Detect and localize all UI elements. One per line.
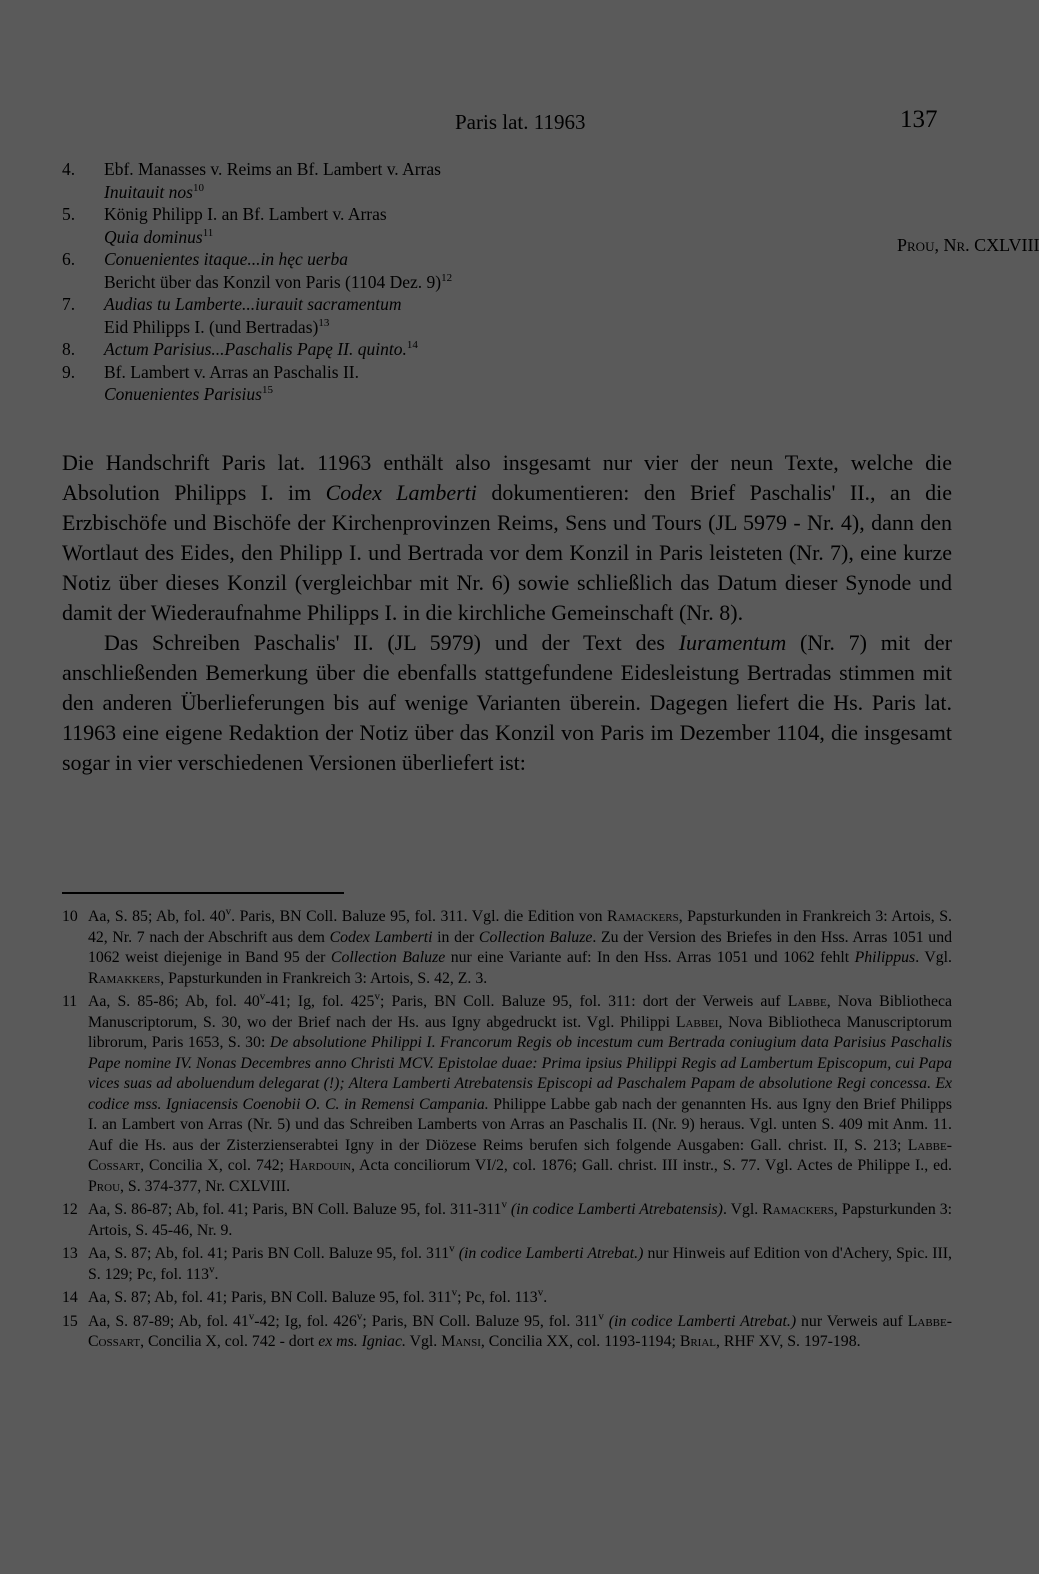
item-incipit: Audias tu Lamberte...iurauit sacramentum <box>104 294 402 314</box>
item-number: 6. <box>62 249 76 269</box>
item-title: Ebf. Manasses v. Reims an Bf. Lambert v. Arras <box>104 159 441 179</box>
footnote-12: 12 Aa, S. 86-87; Ab, fol. 41; Paris, BN Coll. Baluze 95, fol. 311-311$^v$ (in codice Lamberti Atrebatensis). Vgl. Ramackers, Papsturkunden 3: Artois, S. 45-46, Nr. 9. <box>62 1198 952 1239</box>
footnote-10: 10 Aa, S. 85; Ab, fol. 40$^v$. Paris, BN Coll. Baluze 95, fol. 311. Vgl. die Edition von Ramackers, Papsturkunden in Frankreich 3: Artois, S. 42, Nr. 7 nach der Abschrift aus dem Codex Lamberti in der Collection Baluze. Zu der Version des Briefes in den Hss. Arras 1051 und 1062 weist diejenige in Band 95 der Collection Baluze nur eine Variante auf: In den Hss. Arras 1051 und 1062 fehlt Philippus. Vgl. Ramakkers, Papsturkunden in Frankreich 3: Artois, S. 42, Z. 3. <box>62 905 953 987</box>
running-title: Paris lat. 11963 <box>455 110 586 134</box>
item-number: 5. <box>62 204 76 224</box>
footnote-11: 11 Aa, S. 85-86; Ab, fol. 40$^v$-41; Ig, fol. 425$^v$; Paris, BN Coll. Baluze 95, fol. 311: dort der Verweis auf Labbe, Nova Bibliotheca Manuscriptorum, S. 30, wo der Brief nach der Hs. aus Igny abgedruckt ist. Vgl. Philippi Labbei, Nova Bibliotheca Manuscriptorum librorum, Paris 1653, S. 30: De absolutione Philippi I. Francorum Regis ob incestum cum Bertrada coniugium data Parisius Paschalis Pape nomine IV. Nonas Decembres anno Christi MCV. Epistolae duae: Prima ipsius Philippi Regis ad Lambertum Episcopum, cui Papa vices suas ad aboluendum delegarat (!); Altera Lamberti Atrebatensis Episcopi ad Paschalem Papam de absolutione Regi concessa. Ex codice mss. Igniacensis Coenobii O. C. in Remensi Campania. Philippe Labbe gab nach der genannten Hs. aus Igny den Brief Philipps I. an Lambert von Arras (Nr. 5) und das Schreiben Lamberts von Arras an Paschalis II. (Nr. 9) heraus. Vgl. unten S. 409 mit Anm. 11. Auf die Hs. aus der Zisterzienserabtei Igny in der Diözese Reims berufen sich folgende Ausgaben: Gall. christ. II, S. 213; Labbe-Cossart, Concilia X, col. 742; Hardouin, Acta conciliorum VI/2, col. 1876; Gall. christ. III instr., S. 77. Vgl. Actes de Philippe I., ed. Prou, S. 374-377, Nr. CXLVIII. <box>62 990 952 1195</box>
item-number: 9. <box>62 361 76 382</box>
footnotes <box>62 907 952 1356</box>
footnote-number: 10 <box>62 908 78 925</box>
item-title: Eid Philipps I. (und Bertradas)$^{13}$ <box>104 316 330 337</box>
footnote-number: 14 <box>62 1289 78 1306</box>
item-incipit: Inuitauit nos$^{10}$ <box>104 181 204 202</box>
list-item <box>62 361 952 406</box>
list-item <box>62 293 952 338</box>
edition-reference: Prou, Nr. CXLVIII <box>897 235 1039 255</box>
footnote-14: 14 Aa, S. 87; Ab, fol. 41; Paris, BN Coll. Baluze 95, fol. 311$^v$; Pc, fol. 113$^v$. <box>62 1288 952 1309</box>
item-number: 4. <box>62 159 76 179</box>
item-incipit: Conuenientes itaque...in hęc uerba <box>104 249 348 269</box>
contents-list <box>62 158 1039 406</box>
item-incipit: Actum Parisius...Paschalis Papę II. quinto.$^{14}$ <box>104 339 418 359</box>
item-title: König Philipp I. an Bf. Lambert v. Arras <box>104 204 387 224</box>
item-title: Bf. Lambert v. Arras an Paschalis II. <box>104 361 359 382</box>
paragraph: Das Schreiben Paschalis' II. (JL 5979) und der Text des Iuramentum (Nr. 7) mit der anschließenden Bemerkung über die ebenfalls stattgefundene Eidesleistung Bertradas stimmen mit den anderen Überlieferungen bis auf wenige Varianten überein. Dagegen liefert die Hs. Paris lat. 11963 eine eigene Redaktion der Notiz über das Konzil von Paris im Dezember 1104, die insgesamt sogar in vier verschiedenen Versionen überliefert ist: <box>62 630 952 775</box>
footnote-13: 13 Aa, S. 87; Ab, fol. 41; Paris BN Coll. Baluze 95, fol. 311$^v$ (in codice Lamberti Atrebat.) nur Hinweis auf Edition von d'Achery, Spic. III, S. 129; Pc, fol. 113$^v$. <box>62 1242 952 1283</box>
footnote-number: 15 <box>62 1312 78 1330</box>
footnote-divider <box>62 892 344 894</box>
item-number: 7. <box>62 294 76 314</box>
page-number: 137 <box>900 106 938 133</box>
list-item <box>62 158 952 203</box>
footnote-number: 12 <box>62 1201 78 1218</box>
item-number: 8. <box>62 339 76 359</box>
item-incipit: Conuenientes Parisius$^{15}$ <box>104 384 273 404</box>
list-item <box>62 338 952 361</box>
main-text <box>62 448 952 778</box>
footnote-number: 11 <box>62 993 78 1010</box>
footnote-number: 13 <box>62 1245 78 1262</box>
item-incipit: Quia dominus$^{11}$ <box>104 226 214 247</box>
list-item <box>62 248 952 293</box>
paragraph: Die Handschrift Paris lat. 11963 enthält also insgesamt nur vier der neun Texte, welche die Absolution Philipps I. im Codex Lamberti dokumentieren: den Brief Paschalis' II., an die Erzbischöfe und Bischöfe der Kirchenprovinzen Reims, Sens und Tours (JL 5979 - Nr. 4), dann den Wortlaut des Eides, den Philipp I. und Bertrada vor dem Konzil in Paris leisteten (Nr. 7), eine kurze Notiz über dieses Konzil (vergleichbar mit Nr. 6) sowie schließlich das Datum dieser Synode und damit der Wiederaufnahme Philipps I. in die kirchliche Gemeinschaft (Nr. 8). <box>62 450 952 625</box>
footnote-15: 15 Aa, S. 87-89; Ab, fol. 41$^v$-42; Ig, fol. 426$^v$; Paris, BN Coll. Baluze 95, fol. 311$^v$ (in codice Lamberti Atrebat.) nur Verweis auf Labbe-Cossart, Concilia X, col. 742 - dort ex ms. Igniac. Vgl. Mansi, Concilia XX, col. 1193-1194; Brial, RHF XV, S. 197-198. <box>62 1310 952 1350</box>
item-title: Bericht über das Konzil von Paris (1104 Dez. 9)$^{12}$ <box>104 271 453 292</box>
list-item <box>62 203 952 248</box>
